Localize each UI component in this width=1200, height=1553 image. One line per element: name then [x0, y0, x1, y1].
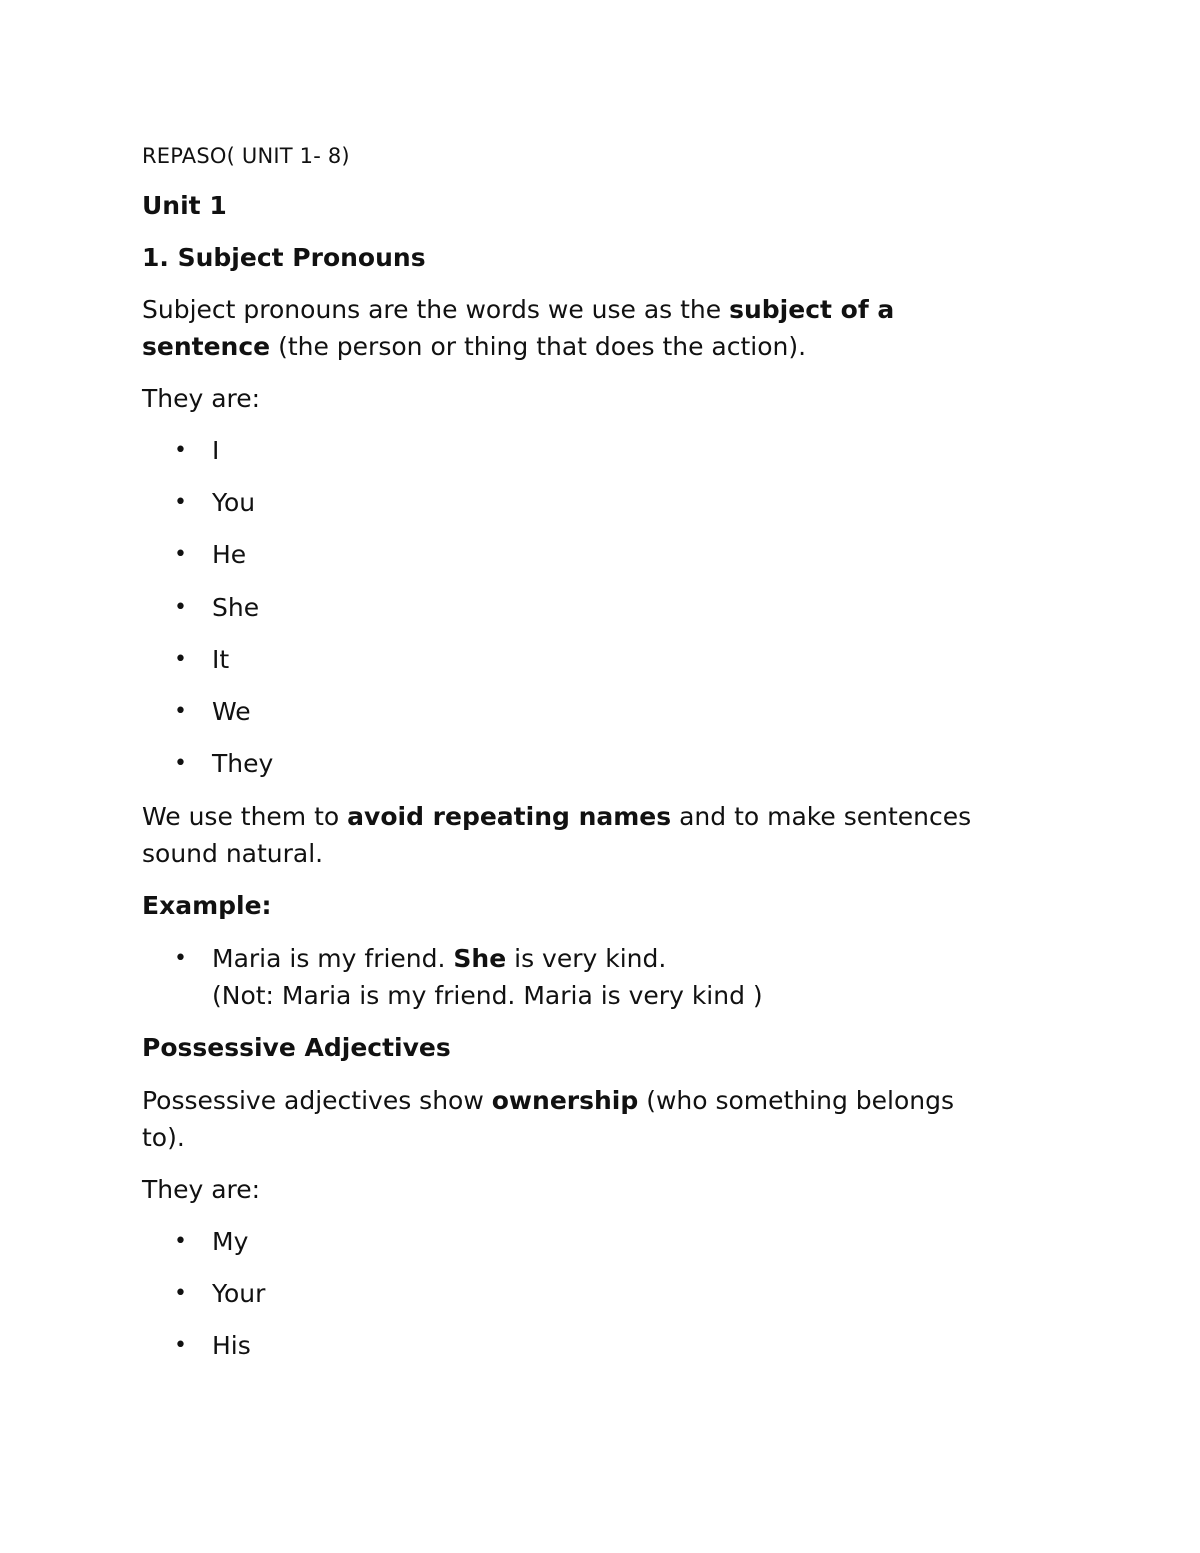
list-item: • She — [142, 589, 542, 626]
unit-heading: Unit 1 — [142, 191, 227, 220]
list-item: • He — [142, 536, 542, 573]
subject-pronouns-intro-line-2: sentence (the person or thing that does the action). — [142, 332, 807, 361]
bullet-icon: • — [174, 751, 187, 776]
bullet-icon: • — [174, 699, 187, 724]
list-item: • You — [142, 484, 542, 521]
list-item: • I — [142, 432, 542, 469]
they-are-label-2: They are: — [142, 1175, 261, 1204]
bullet-icon: • — [174, 1229, 187, 1254]
bullet-icon: • — [174, 542, 187, 567]
possessive-intro-line-2: to). — [142, 1123, 185, 1152]
example-list-item — [142, 940, 1042, 1014]
usage-paragraph-line-2: sound natural. — [142, 839, 324, 868]
subject-pronouns-heading: 1. Subject Pronouns — [142, 243, 426, 272]
they-are-label-1: They are: — [142, 384, 261, 413]
list-item: • We — [142, 693, 542, 730]
bullet-icon: • — [174, 595, 187, 620]
list-item: • It — [142, 641, 542, 678]
list-item: • My — [142, 1223, 542, 1260]
list-item: • Your — [142, 1275, 542, 1312]
possessive-adjectives-heading: Possessive Adjectives — [142, 1033, 451, 1062]
example-note: (Not: Maria is my friend. Maria is very kind ) — [212, 981, 763, 1010]
subject-pronouns-intro-line-1: Subject pronouns are the words we use as the subject of a — [142, 295, 895, 324]
bullet-icon: • — [174, 946, 187, 971]
bullet-icon: • — [174, 438, 187, 463]
example-heading: Example: — [142, 891, 272, 920]
bullet-icon: • — [174, 1281, 187, 1306]
list-item: • They — [142, 745, 542, 782]
possessive-intro-line-1: Possessive adjectives show ownership (who something belongs — [142, 1086, 955, 1115]
bullet-icon: • — [174, 1333, 187, 1358]
list-item: • His — [142, 1327, 542, 1364]
bullet-icon: • — [174, 647, 187, 672]
bullet-icon: • — [174, 490, 187, 515]
document-title: REPASO( UNIT 1- 8) — [142, 144, 350, 168]
example-sentence: Maria is my friend. She is very kind. — [212, 944, 667, 973]
usage-paragraph-line-1: We use them to avoid repeating names and to make sentences — [142, 802, 972, 831]
